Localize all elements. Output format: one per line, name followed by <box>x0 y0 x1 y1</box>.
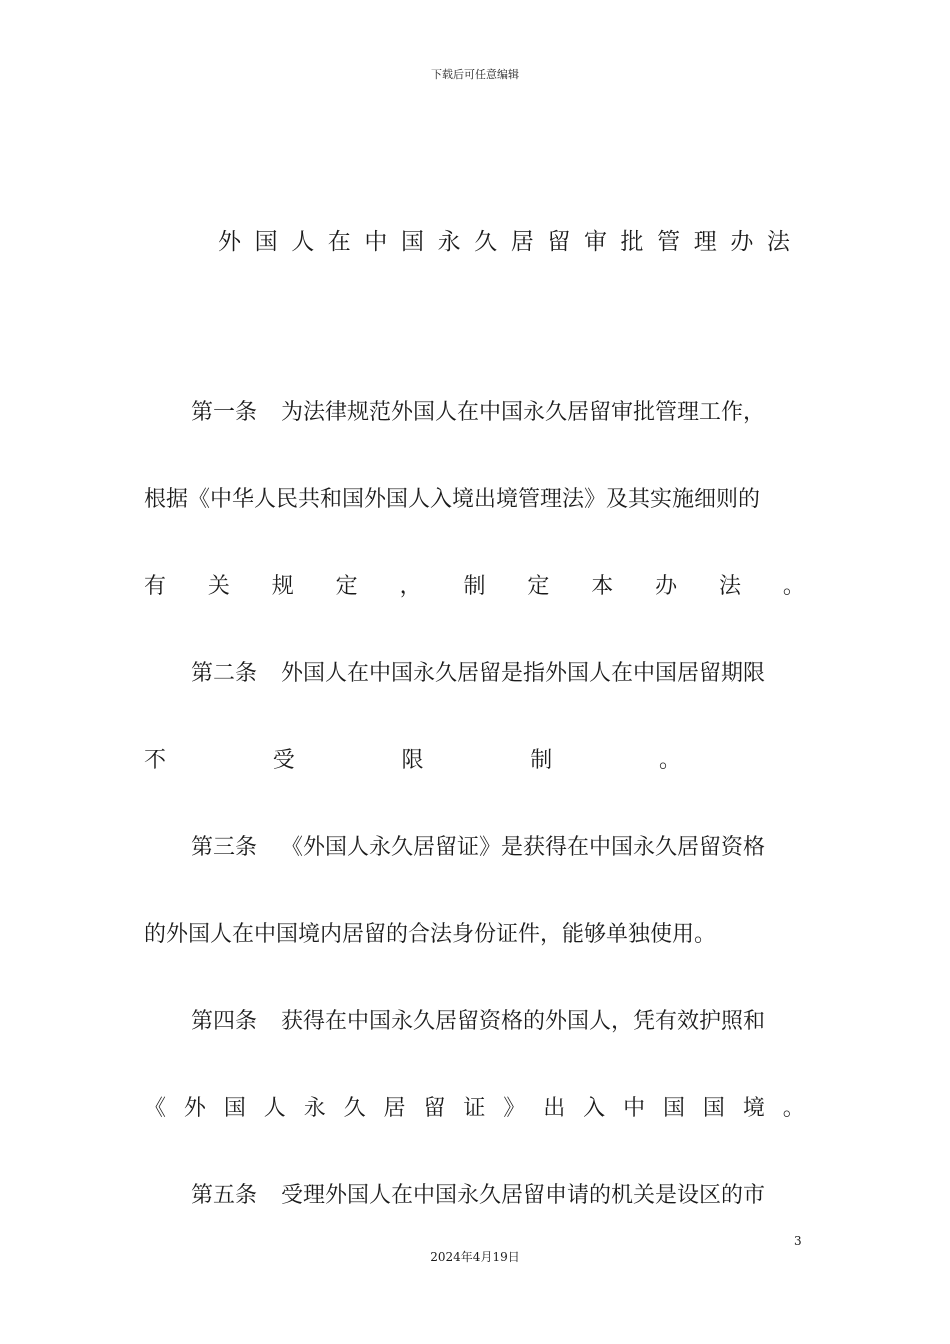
title-char: 审 <box>583 228 607 255</box>
spread-char: 制 <box>463 574 486 599</box>
spread-char: 定 <box>335 574 358 599</box>
spread-char: 不 <box>144 748 167 773</box>
title-char: 人 <box>291 228 315 255</box>
title-char: 永 <box>437 228 461 255</box>
article-number: 第一条 <box>191 400 258 425</box>
document-body <box>144 392 805 1262</box>
spread-char: 关 <box>207 574 230 599</box>
title-char: 在 <box>327 228 351 255</box>
spread-char: 有 <box>144 574 167 599</box>
spread-char: 受 <box>272 748 295 773</box>
page-number: 3 <box>794 1234 802 1248</box>
title-char: 法 <box>766 228 790 255</box>
spread-char: 限 <box>401 748 424 773</box>
spread-char: 证 <box>463 1096 486 1121</box>
article-text: 为法律规范外国人在中国永久居留审批管理工作， <box>281 400 766 425</box>
spread-char: 永 <box>303 1096 326 1121</box>
spread-char: 。 <box>782 574 805 599</box>
spread-char: 境 <box>742 1096 765 1121</box>
article-text: 获得在中国永久居留资格的外国人，凭有效护照和 <box>281 1009 766 1034</box>
title-char: 外 <box>218 228 241 255</box>
spread-char: 久 <box>343 1096 366 1121</box>
article-text: 《外国人永久居留证》是获得在中国永久居留资格 <box>281 835 766 860</box>
header-note: 下载后可任意编辑 <box>431 68 519 81</box>
article-number: 第三条 <box>191 835 258 860</box>
title-char: 居 <box>510 228 534 255</box>
spread-char: 国 <box>223 1096 246 1121</box>
body-line-1 <box>144 392 805 479</box>
spread-char: 人 <box>263 1096 286 1121</box>
article-text: 受理外国人在中国永久居留申请的机关是设区的市 <box>281 1183 766 1208</box>
body-line-3 <box>144 566 805 653</box>
spread-char: 本 <box>591 574 614 599</box>
body-line-7 <box>144 914 805 1001</box>
spread-char: 规 <box>271 574 294 599</box>
title-char: 国 <box>254 228 278 255</box>
document-title <box>218 224 790 254</box>
spread-char: 定 <box>527 574 550 599</box>
spread-char: 办 <box>655 574 678 599</box>
spread-char: 国 <box>662 1096 685 1121</box>
spread-char: 。 <box>782 1096 805 1121</box>
paragraph-text: 的外国人在中国境内居留的合法身份证件，能够单独使用。 <box>144 922 717 947</box>
article-number: 第二条 <box>191 661 258 686</box>
spread-char: 法 <box>719 574 742 599</box>
title-char: 留 <box>547 228 571 255</box>
title-char: 理 <box>693 228 717 255</box>
body-line-9 <box>144 1088 805 1175</box>
spread-char: 。 <box>658 748 681 773</box>
spread-char: 》 <box>503 1096 526 1121</box>
spread-char: 中 <box>623 1096 646 1121</box>
spread-char: 制 <box>530 748 553 773</box>
spread-char: ， <box>399 574 422 599</box>
title-char: 久 <box>474 228 498 255</box>
spread-char: 留 <box>423 1096 446 1121</box>
title-char: 管 <box>657 228 681 255</box>
article-text: 外国人在中国永久居留是指外国人在中国居留期限 <box>281 661 766 686</box>
spread-char: 居 <box>383 1096 406 1121</box>
spread-char: 入 <box>583 1096 606 1121</box>
article-number: 第五条 <box>191 1183 258 1208</box>
article-number: 第四条 <box>191 1009 258 1034</box>
body-line-5 <box>144 740 805 827</box>
title-char: 中 <box>364 228 388 255</box>
spread-char: 《 <box>144 1096 167 1121</box>
title-char: 批 <box>620 228 644 255</box>
body-line-6 <box>144 827 805 914</box>
title-char: 国 <box>400 228 424 255</box>
spread-char: 出 <box>543 1096 566 1121</box>
body-line-2 <box>144 479 805 566</box>
title-char: 办 <box>730 228 754 255</box>
spread-char: 国 <box>702 1096 725 1121</box>
body-line-4 <box>144 653 805 740</box>
paragraph-text: 根据《中华人民共和国外国人入境出境管理法》及其实施细则的 <box>144 487 761 512</box>
body-line-8 <box>144 1001 805 1088</box>
footer-date: 2024年4月19日 <box>430 1250 520 1264</box>
spread-char: 外 <box>183 1096 206 1121</box>
